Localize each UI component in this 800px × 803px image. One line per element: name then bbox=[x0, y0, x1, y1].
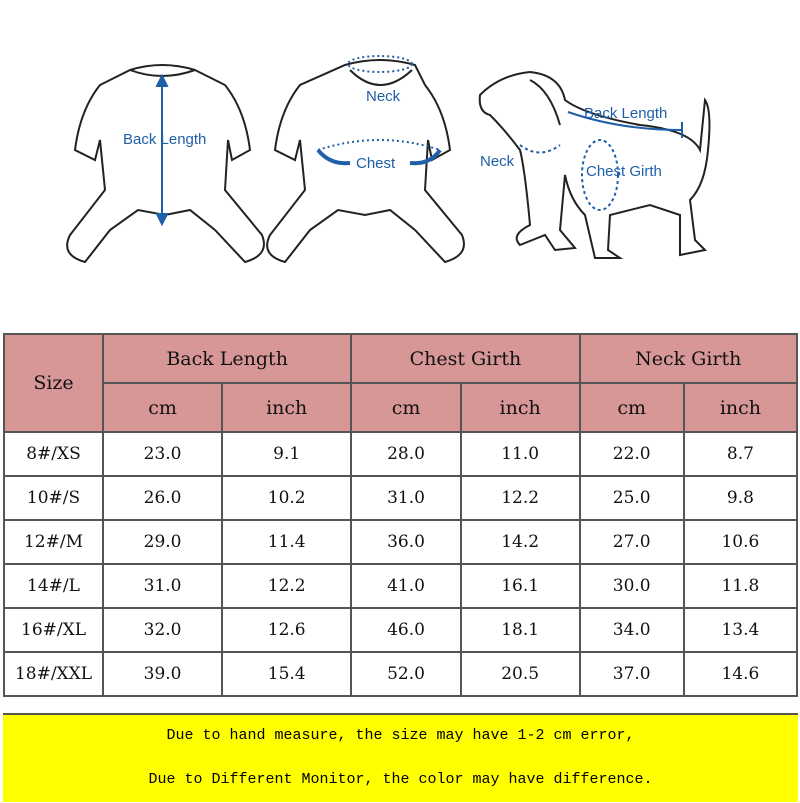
back-length-label: Back Length bbox=[123, 131, 207, 148]
disclaimer-note bbox=[3, 713, 798, 802]
table-row bbox=[4, 652, 797, 696]
chest-girth-header: Chest Girth bbox=[351, 334, 579, 383]
value-cell: 52.0 bbox=[351, 652, 461, 696]
back-length-arrow bbox=[157, 76, 167, 224]
size-cell: 10#/S bbox=[4, 476, 103, 520]
measurement-diagram bbox=[0, 0, 800, 330]
table-row bbox=[4, 432, 797, 476]
unit-header: cm bbox=[103, 383, 222, 432]
dog-back-length-label: Back Length bbox=[584, 105, 668, 122]
chest-label: Chest bbox=[356, 155, 396, 172]
value-cell: 41.0 bbox=[351, 564, 461, 608]
table-row bbox=[4, 564, 797, 608]
value-cell: 11.0 bbox=[461, 432, 580, 476]
value-cell: 25.0 bbox=[580, 476, 684, 520]
value-cell: 8.7 bbox=[684, 432, 797, 476]
value-cell: 18.1 bbox=[461, 608, 580, 652]
unit-header: inch bbox=[684, 383, 797, 432]
note-line: Due to Different Monitor, the color may have difference. bbox=[148, 771, 653, 788]
unit-header: inch bbox=[461, 383, 580, 432]
value-cell: 39.0 bbox=[103, 652, 222, 696]
value-cell: 12.2 bbox=[461, 476, 580, 520]
value-cell: 16.1 bbox=[461, 564, 580, 608]
size-cell: 14#/L bbox=[4, 564, 103, 608]
neck-girth-header: Neck Girth bbox=[580, 334, 797, 383]
value-cell: 9.1 bbox=[222, 432, 351, 476]
note-line: Due to hand measure, the size may have 1-2 cm error, bbox=[166, 727, 635, 744]
value-cell: 30.0 bbox=[580, 564, 684, 608]
unit-header: cm bbox=[580, 383, 684, 432]
value-cell: 15.4 bbox=[222, 652, 351, 696]
value-cell: 14.2 bbox=[461, 520, 580, 564]
size-header: Size bbox=[4, 334, 103, 432]
value-cell: 12.6 bbox=[222, 608, 351, 652]
value-cell: 22.0 bbox=[580, 432, 684, 476]
value-cell: 36.0 bbox=[351, 520, 461, 564]
value-cell: 10.2 bbox=[222, 476, 351, 520]
value-cell: 26.0 bbox=[103, 476, 222, 520]
unit-header: inch bbox=[222, 383, 351, 432]
table-row bbox=[4, 608, 797, 652]
value-cell: 10.6 bbox=[684, 520, 797, 564]
dog-chest-girth-label: Chest Girth bbox=[586, 163, 662, 180]
value-cell: 31.0 bbox=[351, 476, 461, 520]
value-cell: 31.0 bbox=[103, 564, 222, 608]
size-cell: 12#/M bbox=[4, 520, 103, 564]
value-cell: 12.2 bbox=[222, 564, 351, 608]
neck-label: Neck bbox=[366, 88, 401, 105]
value-cell: 20.5 bbox=[461, 652, 580, 696]
size-cell: 18#/XXL bbox=[4, 652, 103, 696]
value-cell: 13.4 bbox=[684, 608, 797, 652]
unit-header: cm bbox=[351, 383, 461, 432]
value-cell: 34.0 bbox=[580, 608, 684, 652]
value-cell: 11.4 bbox=[222, 520, 351, 564]
back-length-header: Back Length bbox=[103, 334, 351, 383]
value-cell: 46.0 bbox=[351, 608, 461, 652]
size-table bbox=[3, 333, 798, 697]
value-cell: 28.0 bbox=[351, 432, 461, 476]
value-cell: 37.0 bbox=[580, 652, 684, 696]
value-cell: 32.0 bbox=[103, 608, 222, 652]
value-cell: 11.8 bbox=[684, 564, 797, 608]
size-cell: 8#/XS bbox=[4, 432, 103, 476]
table-row bbox=[4, 520, 797, 564]
value-cell: 29.0 bbox=[103, 520, 222, 564]
value-cell: 27.0 bbox=[580, 520, 684, 564]
value-cell: 9.8 bbox=[684, 476, 797, 520]
value-cell: 23.0 bbox=[103, 432, 222, 476]
garment-back-illustration bbox=[67, 65, 264, 262]
value-cell: 14.6 bbox=[684, 652, 797, 696]
dog-neck-label: Neck bbox=[480, 153, 515, 170]
size-cell: 16#/XL bbox=[4, 608, 103, 652]
table-row bbox=[4, 476, 797, 520]
